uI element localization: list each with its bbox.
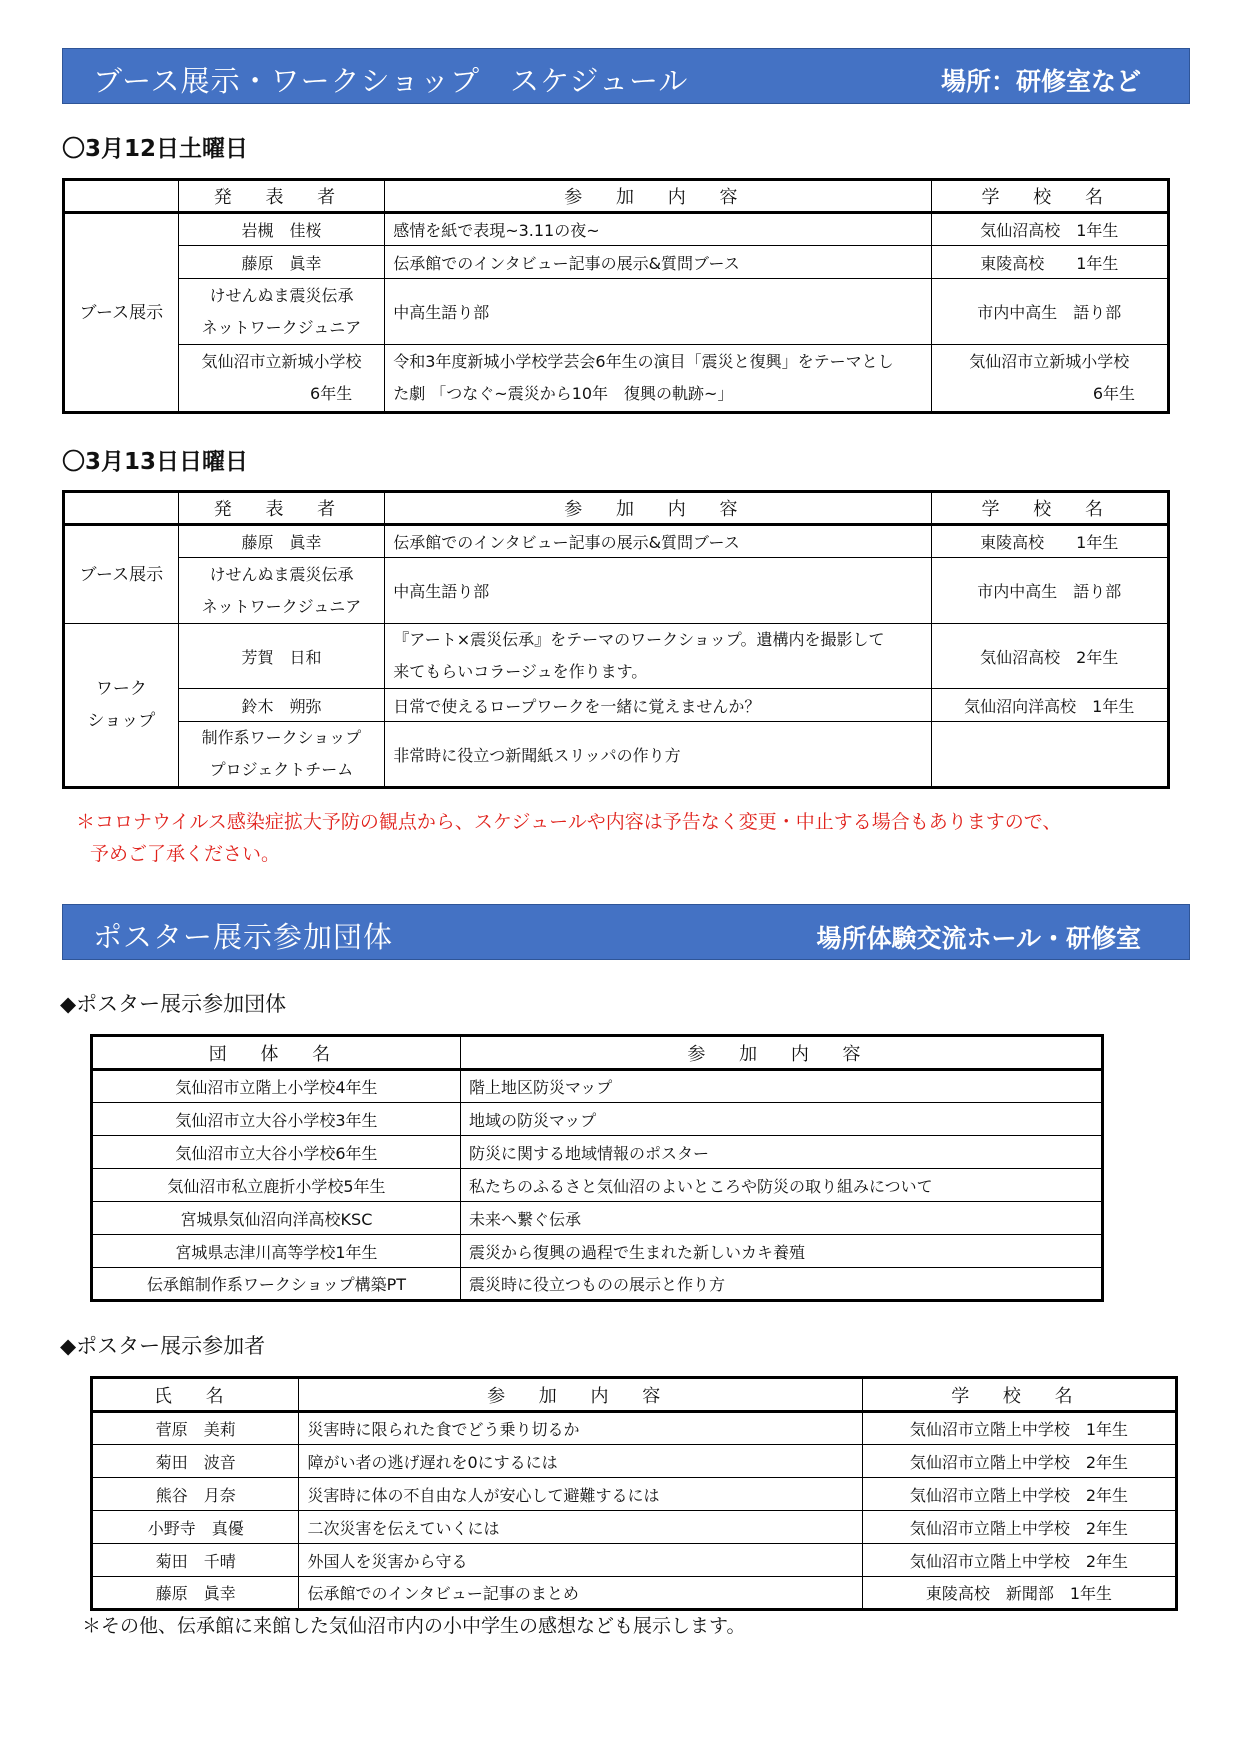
booth-schedule-title: ブース展示・ワークショップ スケジュール bbox=[93, 64, 689, 98]
school: 気仙沼高校 2年生 bbox=[931, 624, 1168, 689]
participants-heading: ◆ポスター展示参加者 bbox=[60, 1334, 266, 1358]
group-name: 伝承館制作系ワークショップ構築PT bbox=[92, 1268, 461, 1301]
school: 東陵高校 新聞部 1年生 bbox=[862, 1577, 1176, 1610]
category-booth: ブース展示 bbox=[64, 525, 179, 624]
content-line: 『アート×震災伝承』をテーマのワークショップ。遺構内を撮影して bbox=[393, 630, 885, 649]
participant-name: 小野寺 真優 bbox=[92, 1511, 299, 1544]
table-row bbox=[64, 689, 1169, 722]
table-row bbox=[92, 1268, 1103, 1301]
school: 気仙沼市立階上中学校 2年生 bbox=[862, 1511, 1176, 1544]
school bbox=[931, 722, 1168, 788]
day2-table bbox=[62, 490, 1170, 789]
content bbox=[385, 624, 931, 689]
table-row bbox=[64, 345, 1169, 413]
group-name: 気仙沼市立階上小学校4年生 bbox=[92, 1070, 461, 1103]
category-booth: ブース展示 bbox=[64, 213, 179, 413]
covid-notice bbox=[76, 806, 1061, 870]
poster-banner-place: 場所体験交流ホール・研修室 bbox=[816, 924, 1141, 953]
category-workshop bbox=[64, 624, 179, 788]
table-row bbox=[92, 1544, 1177, 1577]
header-presenter: 発 表 者 bbox=[178, 492, 384, 525]
content: 障がい者の逃げ遅れを0にするには bbox=[299, 1445, 862, 1478]
category-line: ワーク bbox=[95, 679, 147, 699]
participant-name: 菅原 美莉 bbox=[92, 1412, 299, 1445]
table-row bbox=[92, 1577, 1177, 1610]
header-blank bbox=[64, 180, 179, 213]
header-content: 参 加 内 容 bbox=[385, 492, 931, 525]
table-row bbox=[92, 1202, 1103, 1235]
participants-table bbox=[90, 1376, 1178, 1611]
presenter bbox=[178, 558, 384, 624]
poster-banner-title: ポスター展示参加団体 bbox=[93, 920, 394, 954]
content: 防災に関する地域情報のポスター bbox=[460, 1136, 1102, 1169]
school-line: 6年生 bbox=[1092, 384, 1135, 403]
table-row bbox=[64, 279, 1169, 345]
content: 伝承館でのインタビュー記事のまとめ bbox=[299, 1577, 862, 1610]
table-row bbox=[92, 1511, 1177, 1544]
presenter bbox=[178, 722, 384, 788]
school: 気仙沼市立階上中学校 2年生 bbox=[862, 1445, 1176, 1478]
content bbox=[385, 345, 931, 413]
content: 震災時に役立つものの展示と作り方 bbox=[460, 1268, 1102, 1301]
header-name: 氏 名 bbox=[92, 1378, 299, 1412]
content: 中高生語り部 bbox=[385, 279, 931, 345]
content: 階上地区防災マップ bbox=[460, 1070, 1102, 1103]
group-name: 気仙沼市立大谷小学校6年生 bbox=[92, 1136, 461, 1169]
content: 震災から復興の過程で生まれた新しいカキ養殖 bbox=[460, 1235, 1102, 1268]
school bbox=[931, 345, 1168, 413]
header-content: 参 加 内 容 bbox=[460, 1036, 1102, 1070]
presenter-line: 制作系ワークショップ bbox=[201, 728, 362, 747]
school-line: 気仙沼市立新城小学校 bbox=[969, 352, 1130, 371]
presenter bbox=[178, 345, 384, 413]
groups-heading: ◆ポスター展示参加団体 bbox=[60, 992, 287, 1016]
header-content: 参 加 内 容 bbox=[385, 180, 931, 213]
header-content: 参 加 内 容 bbox=[299, 1378, 862, 1412]
participant-name: 菊田 波音 bbox=[92, 1445, 299, 1478]
school: 気仙沼市立階上中学校 2年生 bbox=[862, 1478, 1176, 1511]
presenter-line: ネットワークジュニア bbox=[201, 596, 362, 616]
participant-name: 熊谷 月奈 bbox=[92, 1478, 299, 1511]
footer-note: ＊その他、伝承館に来館した気仙沼市内の小中学生の感想なども展示します。 bbox=[82, 1615, 746, 1637]
table-row bbox=[92, 1478, 1177, 1511]
content-line: た劇 「つなぐ~震災から10年 復興の軌跡~」 bbox=[393, 384, 734, 403]
presenter-line: 気仙沼市立新城小学校 bbox=[201, 352, 362, 371]
category-line: ショップ bbox=[87, 711, 156, 731]
booth-schedule-banner bbox=[62, 48, 1190, 104]
table-row bbox=[92, 1412, 1177, 1445]
presenter-line: 6年生 bbox=[310, 384, 353, 403]
content: 中高生語り部 bbox=[385, 558, 931, 624]
school: 東陵高校 1年生 bbox=[931, 246, 1168, 279]
group-name: 宮城県志津川高等学校1年生 bbox=[92, 1235, 461, 1268]
content: 災害時に限られた食でどう乗り切るか bbox=[299, 1412, 862, 1445]
header-school: 学 校 名 bbox=[931, 180, 1168, 213]
presenter-line: ネットワークジュニア bbox=[201, 317, 362, 337]
content: 伝承館でのインタビュー記事の展示&質問ブース bbox=[385, 525, 931, 558]
presenter bbox=[178, 279, 384, 345]
content-line: 令和3年度新城小学校学芸会6年生の演目「震災と復興」をテーマとし bbox=[393, 352, 894, 371]
content: 未来へ繋ぐ伝承 bbox=[460, 1202, 1102, 1235]
group-name: 気仙沼市私立鹿折小学校5年生 bbox=[92, 1169, 461, 1202]
table-row bbox=[64, 525, 1169, 558]
content: 災害時に体の不自由な人が安心して避難するには bbox=[299, 1478, 862, 1511]
school: 気仙沼市立階上中学校 1年生 bbox=[862, 1412, 1176, 1445]
table-row bbox=[92, 1235, 1103, 1268]
header-school: 学 校 名 bbox=[862, 1378, 1176, 1412]
table-row bbox=[64, 213, 1169, 246]
table-row bbox=[64, 558, 1169, 624]
table-row bbox=[92, 1070, 1103, 1103]
participant-name: 藤原 眞幸 bbox=[92, 1577, 299, 1610]
notice-line: 予めご了承ください。 bbox=[90, 843, 281, 865]
school: 市内中高生 語り部 bbox=[931, 279, 1168, 345]
content: 二次災害を伝えていくには bbox=[299, 1511, 862, 1544]
table-row bbox=[64, 722, 1169, 788]
participant-name: 菊田 千晴 bbox=[92, 1544, 299, 1577]
presenter: 藤原 眞幸 bbox=[178, 525, 384, 558]
school: 市内中高生 語り部 bbox=[931, 558, 1168, 624]
content: 日常で使えるロープワークを一緒に覚えませんか？ bbox=[385, 689, 931, 722]
content: 地域の防災マップ bbox=[460, 1103, 1102, 1136]
table-row bbox=[64, 624, 1169, 689]
content: 私たちのふるさと気仙沼のよいところや防災の取り組みについて bbox=[460, 1169, 1102, 1202]
booth-schedule-place: 場所：研修室など bbox=[940, 67, 1141, 96]
school: 東陵高校 1年生 bbox=[931, 525, 1168, 558]
table-row bbox=[92, 1445, 1177, 1478]
presenter-line: けせんぬま震災伝承 bbox=[209, 285, 354, 305]
content: 外国人を災害から守る bbox=[299, 1544, 862, 1577]
table-row bbox=[64, 246, 1169, 279]
day2-heading: 〇3月13日日曜日 bbox=[62, 449, 249, 475]
header-group-name: 団 体 名 bbox=[92, 1036, 461, 1070]
school: 気仙沼市立階上中学校 2年生 bbox=[862, 1544, 1176, 1577]
day1-table bbox=[62, 178, 1170, 414]
header-school: 学 校 名 bbox=[931, 492, 1168, 525]
header-blank bbox=[64, 492, 179, 525]
content-line: 来てもらいコラージュを作ります。 bbox=[393, 662, 648, 681]
poster-banner bbox=[62, 904, 1190, 960]
header-presenter: 発 表 者 bbox=[178, 180, 384, 213]
presenter: 鈴木 朔弥 bbox=[178, 689, 384, 722]
group-name: 宮城県気仙沼向洋高校KSC bbox=[92, 1202, 461, 1235]
school: 気仙沼向洋高校 1年生 bbox=[931, 689, 1168, 722]
content: 感情を紙で表現~3.11の夜~ bbox=[385, 213, 931, 246]
table-row bbox=[92, 1169, 1103, 1202]
presenter: 芳賀 日和 bbox=[178, 624, 384, 689]
groups-table bbox=[90, 1034, 1104, 1302]
table-row bbox=[92, 1103, 1103, 1136]
presenter-line: プロジェクトチーム bbox=[209, 760, 354, 779]
presenter: 岩槻 佳桜 bbox=[178, 213, 384, 246]
group-name: 気仙沼市立大谷小学校3年生 bbox=[92, 1103, 461, 1136]
day1-heading: 〇3月12日土曜日 bbox=[62, 136, 249, 162]
presenter-line: けせんぬま震災伝承 bbox=[209, 564, 354, 584]
table-row bbox=[92, 1136, 1103, 1169]
content: 伝承館でのインタビュー記事の展示&質問ブース bbox=[385, 246, 931, 279]
school: 気仙沼高校 1年生 bbox=[931, 213, 1168, 246]
presenter: 藤原 眞幸 bbox=[178, 246, 384, 279]
notice-line: ＊コロナウイルス感染症拡大予防の観点から、スケジュールや内容は予告なく変更・中止する場合もありますので、 bbox=[76, 811, 1062, 833]
content: 非常時に役立つ新聞紙スリッパの作り方 bbox=[385, 722, 931, 788]
